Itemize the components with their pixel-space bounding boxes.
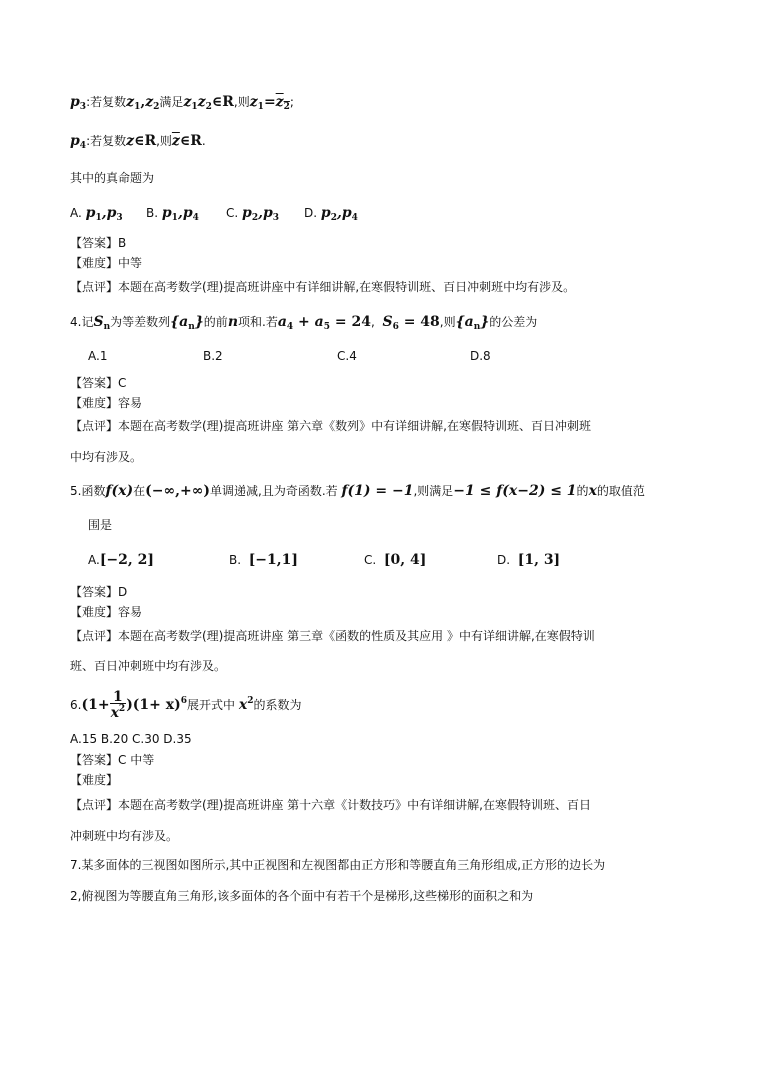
q7-stem-line1: 7.某多面体的三视图如图所示,其中正视图和左视图都由正方形和等腰直角三角形组成,正方形的边长为 [70,858,606,872]
q3-option-d: D. $p_2,p_4$ [304,205,358,223]
q6-stem: 6.(1+ $\frac{1}{x^2}$ )$(1+ x)^6$展开式中 $x^2$的系数为 [70,689,302,721]
q4-difficulty: 【难度】容易 [70,396,143,410]
q6-options: A.15 B.20 C.30 D.35 [70,732,192,746]
q5-option-c: C. [0, 4] [364,552,427,568]
q4-option-b: B.2 [203,349,223,363]
q5-comment-line1: 【点评】本题在高考数学(理)提高班讲座 第三章《函数的性质及其应用 》中有详细讲解,在寒假特训 [70,629,595,643]
q5-stem-line2: 围是 [88,518,113,532]
q7-stem-line2: 2,俯视图为等腰直角三角形,该多面体的各个面中有若干个是梯形,这些梯形的面积之和为 [70,889,534,903]
q5-option-b: B. [−1,1] [229,552,299,568]
p4-label: $p_4$ [70,133,87,151]
q4-option-c: C.4 [337,349,357,363]
q5-option-d: D. [1, 3] [497,552,561,568]
q6-fraction: $\frac{1}{x^2}$ [110,689,126,721]
q3-answer: 【答案】B [70,236,127,250]
q4-comment-line2: 中均有涉及。 [70,450,143,464]
q5-stem: 5.函数f(x)在(−∞,+∞)单调递减,且为奇函数.若 f(1) = −1,则满足−1 ≤ f(x−2) ≤ 1的x的取值范 [70,483,645,499]
p3-label: $p_3$ [70,94,87,112]
q4-comment-line1: 【点评】本题在高考数学(理)提高班讲座 第六章《数列》中有详细讲解,在寒假特训班、百日冲刺班 [70,419,591,433]
q4-option-a: A.1 [88,349,108,363]
q3-option-b: B. $p_1,p_4$ [146,205,199,223]
q3-comment: 【点评】本题在高考数学(理)提高班讲座中有详细讲解,在寒假特训班、百日冲刺班中均有涉及。 [70,280,576,294]
q6-answer: 【答案】C 中等 [70,753,155,767]
q3-option-c: C. $p_2,p_3$ [226,205,280,223]
q6-comment-line2: 冲刺班中均有涉及。 [70,829,179,843]
q5-comment-line2: 班、百日冲刺班中均有涉及。 [70,659,227,673]
q5-answer: 【答案】D [70,585,128,599]
q3-stem: 其中的真命题为 [70,171,155,185]
statement-p4: $p_4$:若复数z∈R,则$\overline{z}\in R$. [70,133,206,151]
q4-stem: 4.记$S_n$为等差数列$\{a_n\}$的前n项和.若$a_4 + a_5 = 24$, $S_6 = 48$,则$\{a_n\}$的公差为 [70,314,538,332]
q6-difficulty: 【难度】 [70,773,119,787]
q4-option-d: D.8 [470,349,491,363]
q5-option-a: A.[−2, 2] [88,552,155,568]
q5-difficulty: 【难度】容易 [70,605,143,619]
statement-p3: $p_3$:若复数$z_1,z_2$满足$z_1z_2\in R$,则$z_1=z_2$; [70,94,294,112]
q4-answer: 【答案】C [70,376,127,390]
q6-comment-line1: 【点评】本题在高考数学(理)提高班讲座 第十六章《计数技巧》中有详细讲解,在寒假特训班、百日 [70,798,591,812]
q3-difficulty: 【难度】中等 [70,256,143,270]
q3-option-a: A. $p_1,p_3$ [70,205,123,223]
